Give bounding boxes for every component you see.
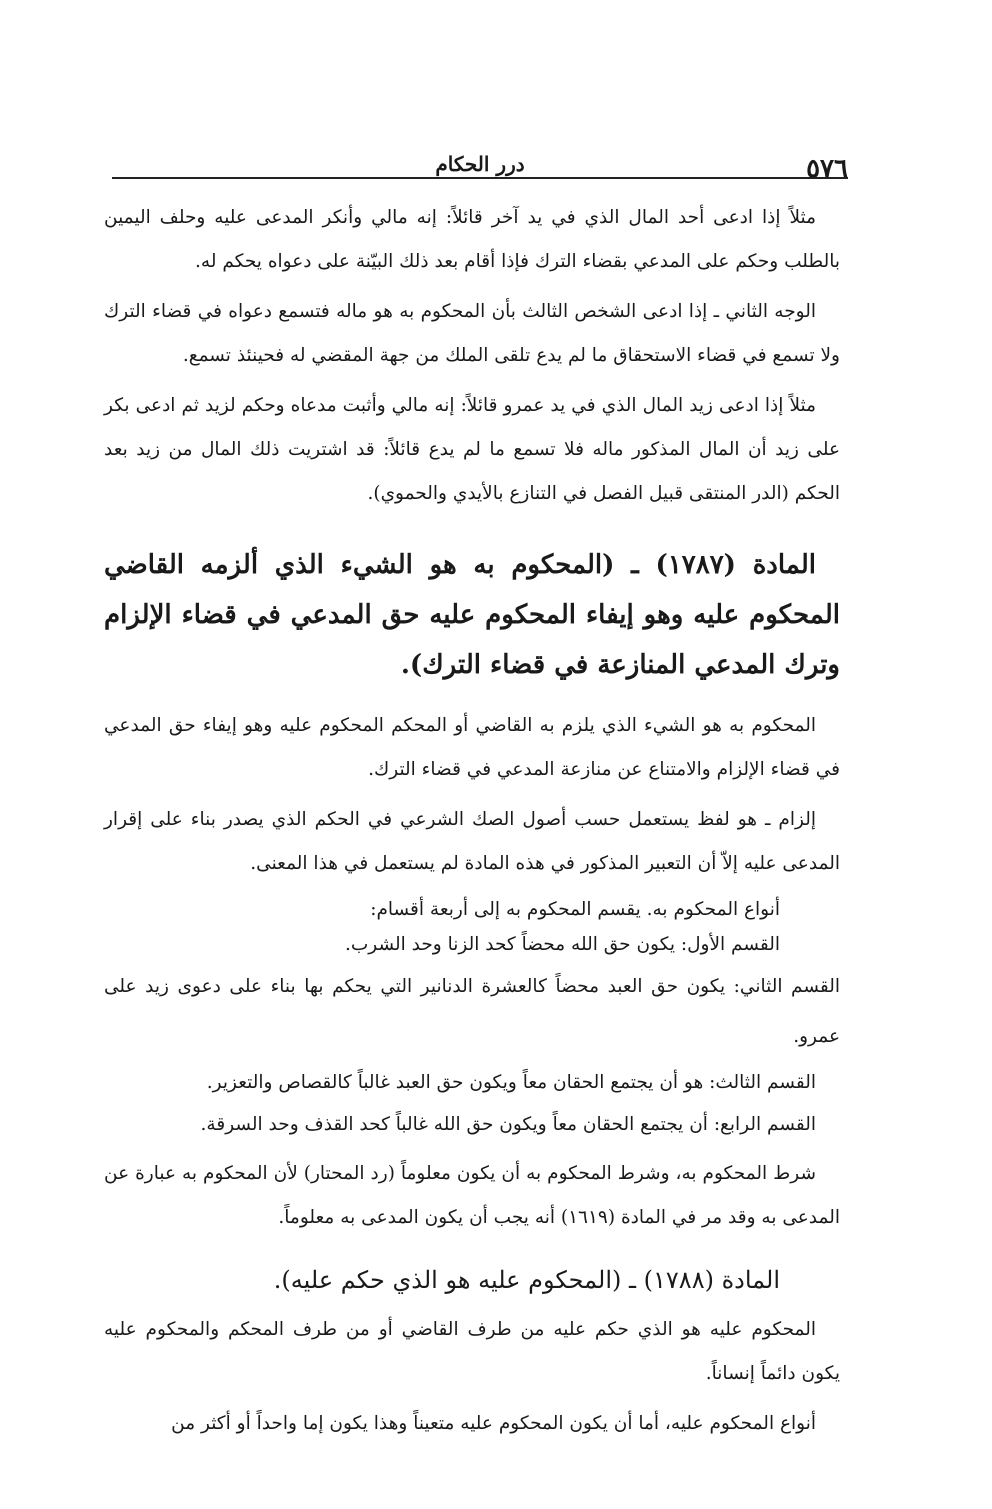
paragraph-judged-against-types: أنواع المحكوم عليه، أما أن يكون المحكوم عليه متعيناً وهذا يكون إما واحداً أو أكثر من	[171, 1413, 816, 1434]
paragraph-second-aspect: الوجه الثاني ـ إذا ادعى الشخص الثالث بأن المحكوم به هو ماله فتسمع دعواه في قضاء الترك ولا تسمع في قضاء الاستحقاق ما لم يدع تلقى الملك من جهة المقضي له فحينئذ تسمع.	[104, 301, 840, 366]
paragraph-ilzam-definition: إلزام ـ هو لفظ يستعمل حسب أصول الصك الشرعي في الحكم الذي يصدر بناء على إقرار المدعى عليه إلاّ أن التعبير المذكور في هذه المادة لم يستعمل في هذا المعنى.	[104, 809, 840, 874]
page-number: ٥٧٦	[806, 154, 848, 184]
paragraph-example-2: مثلاً إذا ادعى زيد المال الذي في يد عمرو قائلاً: إنه مالي وأثبت مدعاه وحكم لزيد ثم ادعى بكر على زيد أن المال المذكور ماله فلا تسمع ما لم يدع قائلاً: قد اشتريت ذلك المال من زيد بعد الحكم (الدر المنتقى قبيل الفصل في التنازع بالأيدي والحموي).	[104, 395, 840, 504]
types-list-intro: أنواع المحكوم به. يقسم المحكوم به إلى أربعة أقسام:	[370, 899, 780, 920]
types-list-item-4: القسم الرابع: أن يجتمع الحقان معاً ويكون حق الله غالباً كحد القذف وحد السرقة.	[200, 1114, 816, 1135]
types-list-item-2: القسم الثاني: يكون حق العبد محضاً كالعشرة الدنانير التي يحكم بها بناء على دعوى زيد على عمرو.	[104, 976, 840, 1047]
paragraph-condition: شرط المحكوم به، وشرط المحكوم به أن يكون معلوماً (رد المحتار) لأن المحكوم به عبارة عن المدعى به وقد مر في المادة (١٦١٩) أنه يجب أن يكون المدعى به معلوماً.	[104, 1163, 840, 1228]
page-body	[104, 196, 840, 1446]
header-rule	[112, 177, 848, 179]
types-list-item-3: القسم الثالث: هو أن يجتمع الحقان معاً ويكون حق العبد غالباً كالقصاص والتعزير.	[206, 1072, 816, 1093]
running-title: درر الحكام	[435, 152, 525, 176]
article-1787-heading: المادة (١٧٨٧) ـ (المحكوم به هو الشيء الذي ألزمه القاضي المحكوم عليه وهو إيفاء المحكوم عليه حق المدعي في قضاء الإلزام وترك المدعي المنازعة في قضاء الترك).	[104, 550, 840, 680]
paragraph-example-1: مثلاً إذا ادعى أحد المال الذي في يد آخر قائلاً: إنه مالي وأنكر المدعى عليه وحلف اليمين بالطلب وحكم على المدعي بقضاء الترك فإذا أقام بعد ذلك البيّنة على دعواه يحكم له.	[104, 207, 840, 272]
article-1788-heading: المادة (١٧٨٨) ـ (المحكوم عليه هو الذي حكم عليه).	[273, 1266, 780, 1294]
paragraph-judged-against: المحكوم عليه هو الذي حكم عليه من طرف القاضي أو من طرف المحكم والمحكوم عليه يكون دائماً إنساناً.	[104, 1319, 840, 1384]
paragraph-judgment-subject: المحكوم به هو الشيء الذي يلزم به القاضي أو المحكم المحكوم عليه وهو إيفاء حق المدعي في قضاء الإلزام والامتناع عن منازعة المدعي في قضاء الترك.	[104, 715, 840, 780]
types-list-item-1: القسم الأول: يكون حق الله محضاً كحد الزنا وحد الشرب.	[345, 934, 780, 955]
types-list	[104, 892, 840, 1146]
